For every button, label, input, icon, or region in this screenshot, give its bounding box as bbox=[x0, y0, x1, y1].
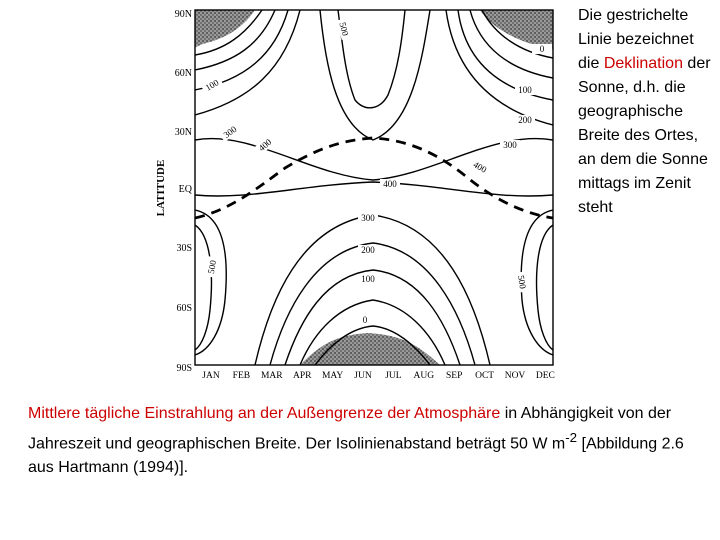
contour-label: 100 bbox=[518, 85, 532, 95]
y-tick-90n: 90N bbox=[174, 9, 192, 20]
contour-label: 400 bbox=[471, 159, 489, 175]
note-highlight: Deklination bbox=[603, 55, 683, 72]
y-tick-30n: 30N bbox=[174, 127, 192, 138]
declination-dashed-line bbox=[195, 138, 553, 218]
contour-label: 400 bbox=[383, 179, 397, 189]
y-tick-eq: EQ bbox=[178, 184, 192, 195]
caption-source: [Abbildung 2.6 aus Hartmann (1994)]. bbox=[28, 435, 684, 477]
y-tick-60n: 60N bbox=[174, 68, 192, 79]
x-tick-mar: MAR bbox=[260, 371, 283, 381]
plot-frame bbox=[195, 10, 553, 365]
x-tick-may: MAY bbox=[321, 371, 344, 381]
x-tick-apr: APR bbox=[292, 371, 312, 381]
x-tick-jun: JUN bbox=[354, 371, 372, 381]
note-text-1: Die gestrichelte Linie bezeichnet die bbox=[578, 7, 694, 72]
y-axis-label: LATITUDE bbox=[155, 159, 167, 217]
y-tick-90s: 90S bbox=[176, 363, 192, 374]
caption-body: in Abhängigkeit von der Jahreszeit und geographischen Breite. Der Isolinienabstand beträgt 50 W m bbox=[28, 405, 672, 453]
contour-label: 500 bbox=[205, 259, 219, 275]
contour-label: 300 bbox=[221, 124, 239, 140]
x-tick-nov: NOV bbox=[504, 371, 526, 381]
x-tick-dec: DEC bbox=[535, 371, 555, 381]
contour-label: 300 bbox=[361, 213, 375, 223]
contour-label: 100 bbox=[203, 77, 221, 93]
x-tick-jul: JUL bbox=[385, 371, 402, 381]
contour-label: 100 bbox=[361, 274, 375, 284]
contour-label: 500 bbox=[515, 274, 529, 290]
contour-label: 0 bbox=[362, 315, 368, 325]
caption-unit-exponent: -2 bbox=[565, 430, 578, 445]
contours-north bbox=[195, 10, 553, 140]
note-text-2: der Sonne, d.h. die geographische Breite des Ortes, an dem die Sonne mittags im Zenit steht bbox=[578, 55, 711, 216]
x-tick-oct: OCT bbox=[475, 371, 495, 381]
insolation-contour-chart bbox=[150, 0, 570, 385]
contour-label: 200 bbox=[361, 245, 375, 255]
y-tick-labels bbox=[175, 9, 193, 374]
contour-label: 0 bbox=[539, 44, 545, 54]
contour-label: 200 bbox=[518, 115, 532, 125]
polar-night-south bbox=[300, 333, 440, 365]
contour-label: 300 bbox=[503, 140, 517, 150]
x-tick-jan: JAN bbox=[202, 371, 220, 381]
caption-title: Mittlere tägliche Einstrahlung an der Außengrenze der Atmosphäre bbox=[28, 405, 501, 422]
y-tick-30s: 30S bbox=[176, 243, 192, 254]
x-tick-feb: FEB bbox=[232, 371, 251, 381]
contour-label: 500 bbox=[337, 21, 351, 37]
figure-caption bbox=[28, 402, 708, 480]
x-tick-labels bbox=[202, 371, 555, 381]
x-tick-aug: AUG bbox=[413, 371, 435, 381]
x-tick-sep: SEP bbox=[446, 371, 463, 381]
declination-note bbox=[578, 4, 718, 220]
y-tick-60s: 60S bbox=[176, 303, 192, 314]
contour-label: 400 bbox=[256, 136, 274, 154]
